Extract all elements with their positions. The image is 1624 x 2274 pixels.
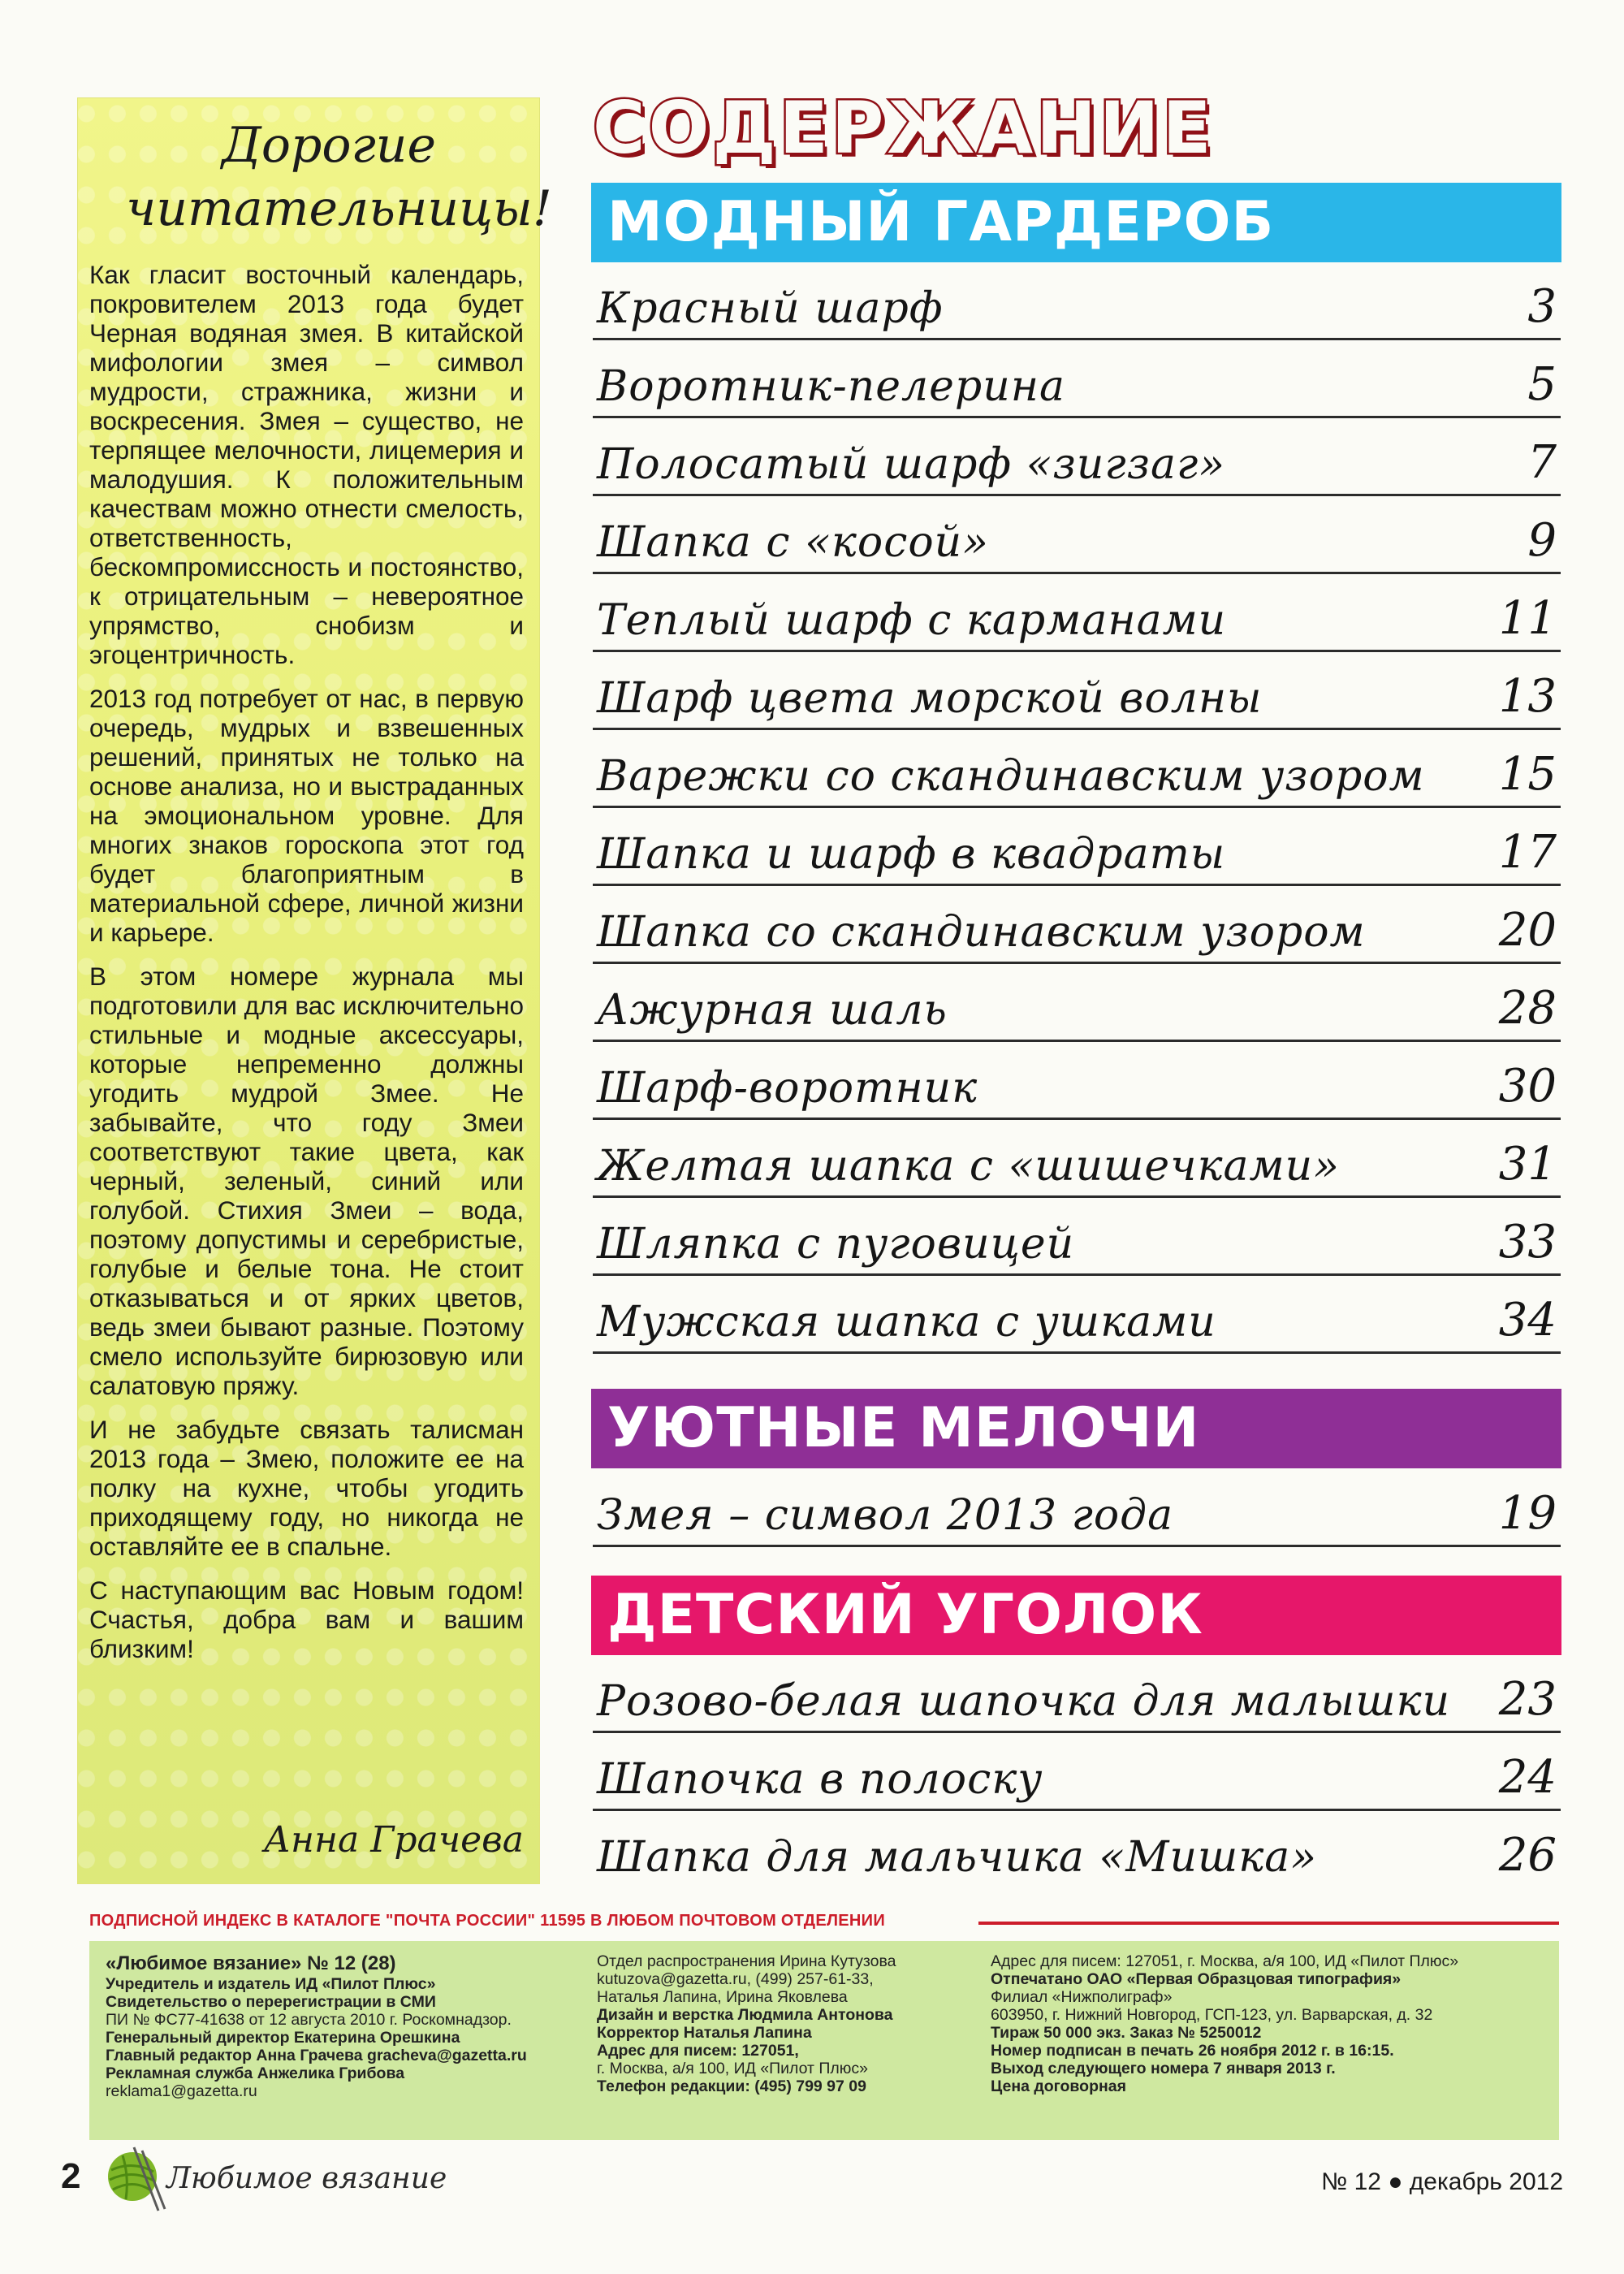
editor-letter-panel	[77, 97, 552, 1884]
imprint-line: Учредитель и издатель ИД «Пилот Плюс»	[106, 1975, 436, 1993]
toc-item-page: 13	[1498, 670, 1557, 723]
imprint-line: Адрес для писем: 127051,	[597, 2042, 799, 2060]
section-header-fashion-wardrobe: МОДНЫЙ ГАРДЕРОБ	[591, 183, 1561, 262]
toc-item-title: Шапка для мальчика «Мишка»	[597, 1833, 1318, 1882]
issue-date: № 12 ● декабрь 2012	[1321, 2168, 1563, 2195]
toc-item[interactable]	[593, 416, 1561, 496]
toc-item-title: Шапка со скандинавским узором	[597, 908, 1366, 957]
imprint-line: Дизайн и верстка Людмила Антонова	[597, 2006, 893, 2024]
toc-item-page: 24	[1498, 1751, 1557, 1804]
toc-item-title: Шапочка в полоску	[597, 1755, 1043, 1804]
toc-item-title: Желтая шапка с «шишечками»	[597, 1142, 1340, 1191]
toc-item[interactable]	[593, 1653, 1561, 1733]
toc-item-title: Розово-белая шапочка для малышки	[597, 1677, 1451, 1726]
toc-item-title: Полосатый шарф «зигзаг»	[597, 440, 1226, 489]
letter-heading-line1: Дорогие	[222, 117, 436, 174]
letter-paragraph: С наступающим вас Новым годом! Счастья, добра вам и вашим близким!	[89, 1576, 524, 1663]
toc-item-page: 23	[1498, 1673, 1557, 1726]
toc-item-title: Красный шарф	[597, 284, 944, 333]
toc-item[interactable]	[593, 1467, 1561, 1547]
toc-item-page: 31	[1498, 1138, 1557, 1191]
imprint-line: reklama1@gazetta.ru	[106, 2082, 257, 2100]
imprint-box	[89, 1941, 1559, 2140]
toc-item-page: 5	[1527, 358, 1557, 411]
imprint-line: г. Москва, а/я 100, ИД «Пилот Плюс»	[597, 2060, 868, 2077]
subscription-index: ПОДПИСНОЙ ИНДЕКС В КАТАЛОГЕ "ПОЧТА РОССИИ" 11595 В ЛЮБОМ ПОЧТОВОМ ОТДЕЛЕНИИ	[89, 1912, 886, 1930]
imprint-line: ПИ № ФС77-41638 от 12 августа 2010 г. Роскомнадзор.	[106, 2011, 512, 2029]
toc-item-page: 34	[1498, 1294, 1557, 1347]
imprint-line: Цена договорная	[991, 2077, 1126, 2095]
toc-item[interactable]	[593, 1731, 1561, 1811]
imprint-column-2	[597, 1952, 1052, 2095]
imprint-line: Номер подписан в печать 26 ноября 2012 г. в 16:15.	[991, 2042, 1394, 2060]
toc-item[interactable]	[593, 884, 1561, 964]
toc-item-page: 26	[1498, 1829, 1557, 1882]
toc-item-title: Шарф-воротник	[597, 1064, 978, 1113]
toc-item-title: Шарф цвета морской волны	[597, 674, 1263, 723]
toc-item-page: 11	[1498, 592, 1557, 645]
toc-item-page: 28	[1498, 982, 1557, 1035]
toc-item-title: Ажурная шаль	[597, 986, 948, 1035]
toc-item-title: Мужская шапка с ушками	[597, 1298, 1216, 1347]
section-header-kids-corner: ДЕТСКИЙ УГОЛОК	[591, 1576, 1561, 1655]
imprint-column-3	[991, 1952, 1551, 2095]
imprint-line: Телефон редакции: (495) 799 97 09	[597, 2077, 866, 2095]
page-number: 2	[61, 2156, 81, 2196]
imprint-line: 603950, г. Нижний Новгород, ГСП-123, ул. Варварская, д. 32	[991, 2006, 1433, 2024]
imprint-line: Главный редактор Анна Грачева gracheva@gazetta.ru	[106, 2047, 527, 2064]
imprint-line: Генеральный директор Екатерина Орешкина	[106, 2029, 460, 2047]
magazine-name: Любимое вязание	[166, 2162, 447, 2195]
toc-item[interactable]	[593, 338, 1561, 418]
contents-title: СОДЕРЖАНИЕ	[593, 86, 1215, 170]
toc-item-page: 7	[1527, 436, 1557, 489]
letter-paragraph: В этом номере журнала мы подготовили для вас исключительно стильные и модные аксессуары, которые непременно должны угодить мудрой Змее. Не забывайте, что году Змеи соответствуют такие цвета, как черный, зеленый, синий или голубой. Стихия Змеи – вода, поэтому допустимы и серебристые, голубые и белые тона. Не стоит отказываться и от ярких цветов, ведь змеи бывают разные. Поэтому смело используйте бирюзовую или салатовую пряжу.	[89, 962, 524, 1400]
imprint-line: kutuzova@gazetta.ru, (499) 257-61-33,	[597, 1970, 874, 1988]
imprint-line: Наталья Лапина, Ирина Яковлева	[597, 1988, 848, 2006]
letter-signature: Анна Грачева	[263, 1819, 524, 1861]
toc-item[interactable]	[593, 1040, 1561, 1120]
toc-item[interactable]	[593, 494, 1561, 574]
imprint-line: Тираж 50 000 экз. Заказ № 5250012	[991, 2024, 1262, 2042]
toc-item-page: 19	[1498, 1487, 1557, 1540]
toc-item[interactable]	[593, 728, 1561, 808]
toc-item[interactable]	[593, 1273, 1561, 1354]
toc-item[interactable]	[593, 962, 1561, 1042]
toc-item-page: 33	[1498, 1216, 1557, 1269]
toc-item-page: 17	[1498, 826, 1557, 879]
letter-paragraph: Как гласит восточный календарь, покровителем 2013 года будет Черная водяная змея. В китайской мифологии змея – символ мудрости, стражника, жизни и воскресения. Змея – существо, не терпящее мелочности, лицемерия и малодушия. К положительным качествам можно отнести смелость, ответственность, бескомпромиссность и постоянство, к отрицательным – невероятное упрямство, снобизм и эгоцентричность.	[89, 260, 524, 669]
toc-item-page: 3	[1527, 280, 1557, 333]
toc-item[interactable]	[593, 650, 1561, 730]
imprint-line: Филиал «Нижполиграф»	[991, 1988, 1173, 2006]
toc-item-title: Варежки со скандинавским узором	[597, 752, 1425, 801]
imprint-line: Рекламная служба Анжелика Грибова	[106, 2064, 405, 2082]
toc-item-title: Шляпка с пуговицей	[597, 1220, 1075, 1269]
imprint-line: «Любимое вязание» № 12 (28)	[106, 1952, 396, 1974]
toc-item-title: Змея – символ 2013 года	[597, 1491, 1174, 1540]
toc-item-title: Шапка и шарф в квадраты	[597, 830, 1226, 879]
imprint-column-1	[106, 1952, 577, 2100]
letter-heading-line2: читательницы!	[126, 180, 552, 237]
imprint-line: Отпечатано ОАО «Первая Образцовая типография»	[991, 1970, 1402, 1988]
toc-item[interactable]	[593, 1118, 1561, 1198]
toc-item-page: 20	[1498, 904, 1557, 957]
imprint-line: Адрес для писем: 127051, г. Москва, а/я 100, ИД «Пилот Плюс»	[991, 1952, 1459, 1970]
letter-paragraph: И не забудьте связать талисман 2013 года – Змею, положите ее на полку на кухне, чтобы угодить приходящему году, но никогда не оставляйте ее в спальне.	[89, 1415, 524, 1561]
yarn-ball-icon	[102, 2144, 170, 2212]
letter-paragraph: 2013 год потребует от нас, в первую очередь, мудрых и взвешенных решений, принятых не только на основе анализа, но и выстраданных на эмоциональном уровне. Для многих знаков гороскопа этот год будет благоприятным в материальной сфере, личной жизни и карьере.	[89, 684, 524, 947]
toc-item-title: Воротник-пелерина	[597, 362, 1065, 411]
toc-item-title: Теплый шарф с карманами	[597, 596, 1227, 645]
imprint-line: Отдел распространения Ирина Кутузова	[597, 1952, 896, 1970]
letter-body	[89, 260, 524, 1678]
imprint-line: Выход следующего номера 7 января 2013 г.	[991, 2060, 1336, 2077]
toc-item-page: 30	[1498, 1060, 1557, 1113]
subscription-divider	[978, 1922, 1559, 1925]
toc-item[interactable]	[593, 1195, 1561, 1276]
toc-item[interactable]	[593, 572, 1561, 652]
imprint-line: Корректор Наталья Лапина	[597, 2024, 812, 2042]
toc-item-title: Шапка с «косой»	[597, 518, 989, 567]
toc-item[interactable]	[593, 260, 1561, 340]
toc-item-page: 9	[1527, 514, 1557, 567]
section-header-cozy-things: УЮТНЫЕ МЕЛОЧИ	[591, 1389, 1561, 1468]
toc-item-page: 15	[1498, 748, 1557, 801]
toc-item[interactable]	[593, 806, 1561, 886]
toc-item[interactable]	[593, 1809, 1561, 1887]
letter-heading	[126, 114, 552, 240]
imprint-line: Свидетельство о перерегистрации в СМИ	[106, 1993, 436, 2011]
